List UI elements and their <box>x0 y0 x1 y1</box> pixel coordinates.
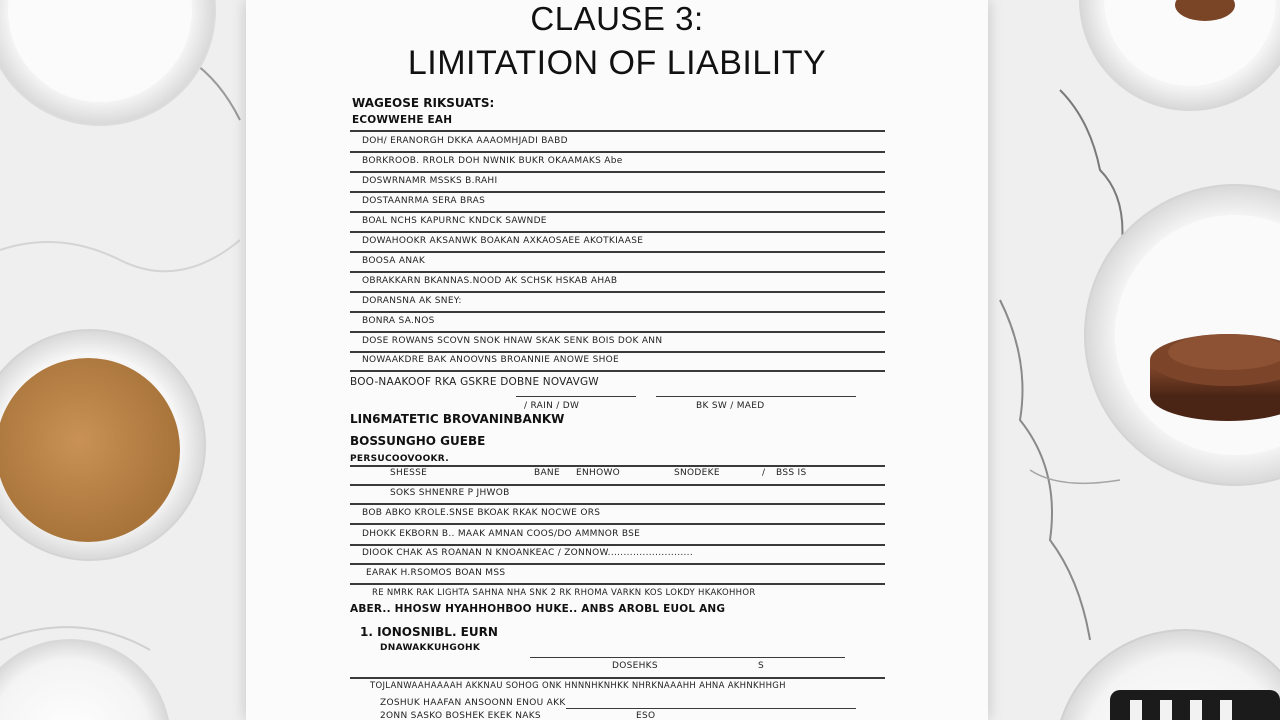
section-a-row: BORKROOB. RROLR DOH NWNIK BUKR OKAAMAKS Abe <box>362 156 623 166</box>
section-a-row: DOH/ ERANORGH DKKA AAAOMHJADI BABD <box>362 136 568 146</box>
clause-name-title: LIMITATION OF LIABILITY <box>407 44 827 82</box>
contract-document <box>246 0 988 720</box>
section-a-row: OBRAKKARN BKANNAS.NOOD AK SCHSK HSKAB AHAB <box>362 276 618 286</box>
signature-date-field: / RAIN / DW <box>524 401 580 411</box>
section-c-row: TOJLANWAAHAAAAH AKKNAU SOHOG ONK HNNNHKNHKK NHRKNAAAHH AHNA AKHNKHHGH <box>370 681 786 691</box>
section-a-row: DOSE ROWANS SCOVN SNOK HNAW SKAK SENK BOIS DOK ANN <box>362 336 663 346</box>
table-header-cell: SHESSE <box>390 468 428 478</box>
section-a-row: DOWAHOOKR AKSANWK BOAKAN AXKAOSAEE AKOTKIAASE <box>362 236 644 246</box>
signature-date-field: BK SW / MAED <box>696 401 765 411</box>
table-row: DHOKK EKBORN B.. MAAK AMNAN COOS/DO AMMNOR BSE <box>362 529 641 539</box>
section-c-row: 2ONN SASKO BOSHEK EKEK NAKS <box>380 711 541 720</box>
section-b-label: PERSUCOOVOOKR. <box>350 454 449 464</box>
table-header-cell: SNODEKE <box>674 468 720 478</box>
table-row: RE NMRK RAK LIGHTA SAHNA NHA SNK 2 RK RHOMA VARKN KOS LOKDY HKAKOHHOR <box>372 588 756 598</box>
section-c-field: ESO <box>636 711 656 720</box>
section-b-heading: LIN6MATETIC BROVANINBANKW <box>350 412 565 426</box>
section-c-subheading: DNAWAKKUHGOHK <box>380 643 481 653</box>
table-row: EARAK H.RSOMOS BOAN MSS <box>366 568 506 578</box>
table-row: DIOOK CHAK AS ROANAN N KNOANKEAC / ZONNOW........................... <box>362 548 694 558</box>
table-row: BOB ABKO KROLE.SNSE BKOAK RKAK NOCWE ORS <box>362 508 601 518</box>
section-c-row: ZOSHUK HAAFAN ANSOONN ENOU AKK <box>380 698 566 708</box>
section-a-row: BOAL NCHS KAPURNC KNDCK SAWNDE <box>362 216 547 226</box>
section-c-field: Ѕ <box>758 661 765 671</box>
section-a-row: DOSWRNAMR MSSKS B.RAHI <box>362 176 498 186</box>
section-a-row: NOWAAKDRE BAK ANOOVNS BROANNIE ANOWE SHOE <box>362 355 620 365</box>
section-a-subheading: ECOWWEHE EAH <box>352 114 453 126</box>
section-c-field: DOSEHKS <box>612 661 658 671</box>
table-row: SOKS SHNENRE P JHWOB <box>390 488 510 498</box>
section-c-heading: 1. IONOSNIBL. EURN <box>360 625 498 639</box>
section-b-subheading: BOSSUNGHO GUEBE <box>350 434 486 448</box>
section-a-row: BOOSA ANAK <box>362 256 426 266</box>
section-a-row: DORANSNA AK SNEY: <box>362 296 462 306</box>
section-a-row: DOSTAANRMA SERA BRAS <box>362 196 486 206</box>
clause-number-title: CLAUSE 3: <box>530 0 704 37</box>
table-header-cell: ENHOWO <box>576 468 621 478</box>
table-header-cell: / <box>762 468 766 478</box>
section-a-heading: WAGEOSE RIKSUATS: <box>352 96 495 110</box>
section-b-closing: ABER.. HHOSW HYAHHOHBOO HUKE.. ANBS AROBL EUOL ANG <box>350 603 726 615</box>
section-a-row: BONRA SA.NOS <box>362 316 435 326</box>
table-header-cell: BANE <box>534 468 560 478</box>
signature-line-text: BOO-NAAKOOF RKA GSKRE DOBNE NOVAVGW <box>350 376 599 388</box>
table-header-cell: BSS IS <box>776 468 807 478</box>
